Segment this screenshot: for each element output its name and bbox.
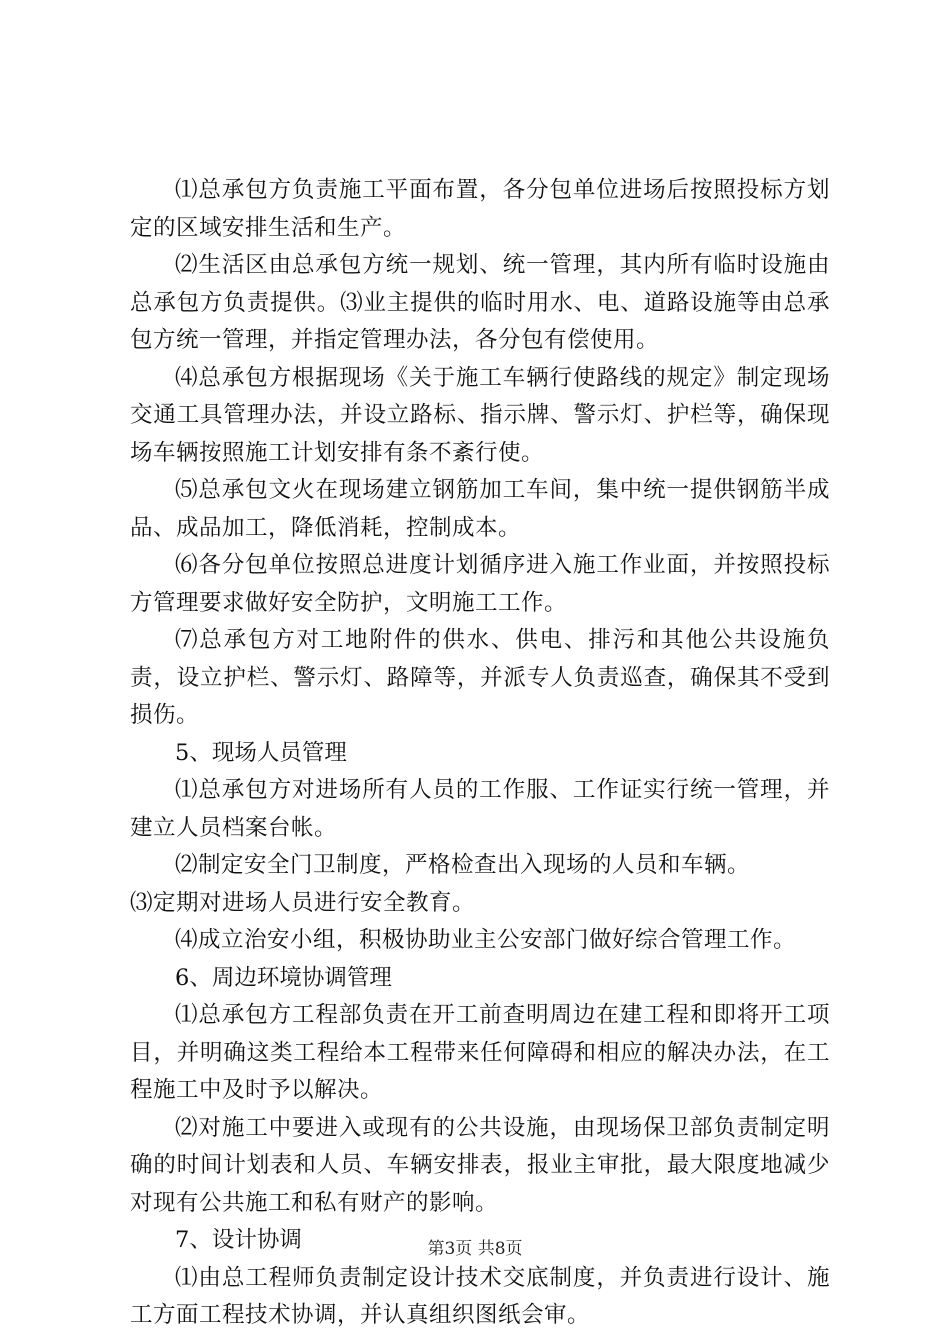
paragraph-traffic-management: ⑷总承包方根据现场《关于施工车辆行使路线的规定》制定现场交通工具管理办法，并设立路标、指示牌、警示灯、护栏等，确保现场车辆按照施工计划安排有条不紊行使。 xyxy=(130,364,830,466)
paragraph-design-briefing: ⑴由总工程师负责制定设计技术交底制度，并负责进行设计、施工方面工程技术协调，并认真组织图纸会审。 xyxy=(130,1264,830,1328)
section-heading-environment: 6、周边环境协调管理 xyxy=(175,964,392,991)
paragraph-site-layout: ⑴总承包方负责施工平面布置，各分包单位进场后按照投标方划定的区域安排生活和生产。 xyxy=(130,177,830,241)
paragraph-living-area: ⑵生活区由总承包方统一规划、统一管理，其内所有临时设施由总承包方负责提供。⑶业主提供的临时用水、电、道路设施等由总承包方统一管理，并指定管理办法，各分包有偿使用。 xyxy=(130,252,830,353)
section-heading-design: 7、设计协调 xyxy=(175,1227,302,1253)
paragraph-nearby-projects: ⑴总承包方工程部负责在开工前查明周边在建工程和即将开工项目，并明确这类工程给本工程带来任何障碍和相应的解决办法，在工程施工中及时予以解决。 xyxy=(130,1002,830,1103)
section-heading-personnel: 5、现场人员管理 xyxy=(175,739,347,766)
paragraph-personnel-uniform: ⑴总承包方对进场所有人员的工作服、工作证实行统一管理，并建立人员档案台帐。 xyxy=(130,777,830,841)
paragraph-public-facilities: ⑺总承包方对工地附件的供水、供电、排污和其他公共设施负责，设立护栏、警示灯、路障等，并派专人负责巡查，确保其不受到损伤。 xyxy=(130,627,830,728)
paragraph-security-team: ⑷成立治安小组，积极协助业主公安部门做好综合管理工作。 xyxy=(175,927,797,953)
paragraph-safety-education: ⑶定期对进场人员进行安全教育。 xyxy=(130,889,476,916)
document-body xyxy=(130,172,830,1335)
paragraph-rebar-workshop: ⑸总承包文火在现场建立钢筋加工车间，集中统一提供钢筋半成品、成品加工，降低消耗，控制成本。 xyxy=(130,477,830,541)
paragraph-gate-security: ⑵制定安全门卫制度，严格检查出入现场的人员和车辆。 xyxy=(175,852,751,878)
paragraph-work-sequence: ⑹各分包单位按照总进度计划循序进入施工作业面，并按照投标方管理要求做好安全防护，文明施工工作。 xyxy=(130,552,830,616)
paragraph-public-facility-plan: ⑵对施工中要进入或现有的公共设施，由现场保卫部负责制定明确的时间计划表和人员、车辆安排表，报业主审批，最大限度地减少对现有公共施工和私有财产的影响。 xyxy=(130,1114,830,1216)
page-number-footer: 第3页 共8页 xyxy=(427,1239,523,1259)
